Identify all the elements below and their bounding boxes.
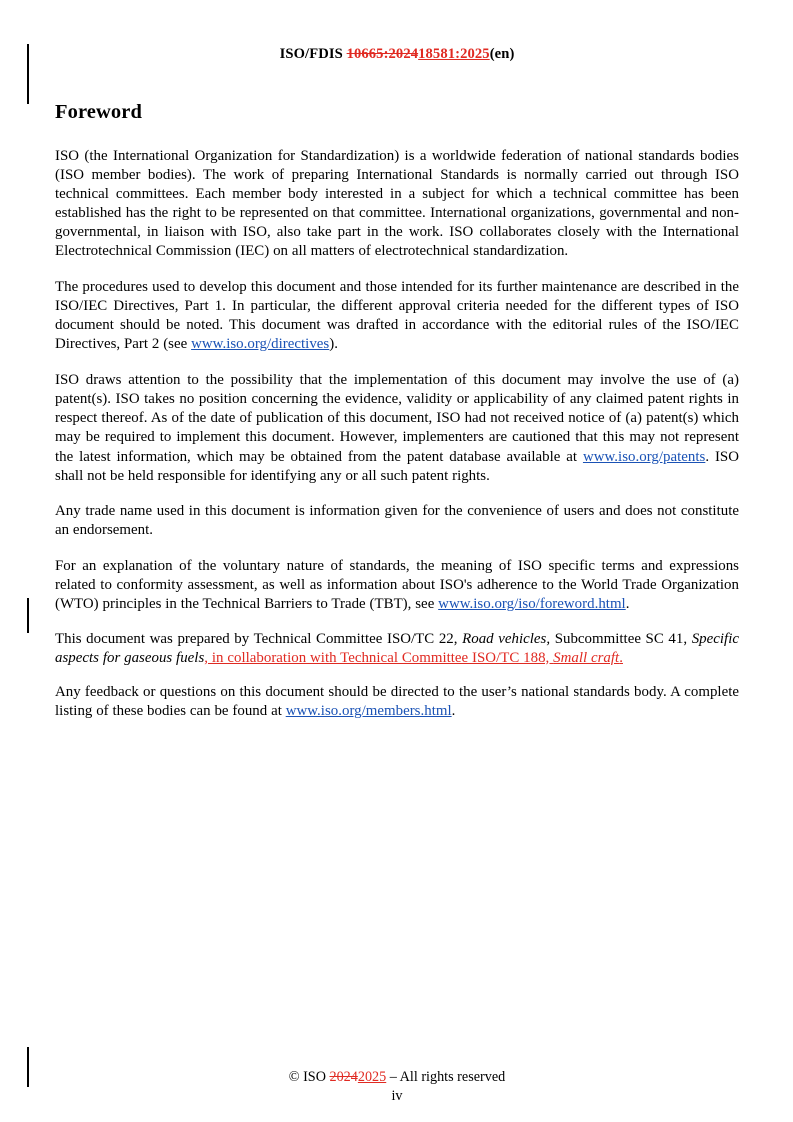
paragraph-voluntary-nature (55, 557, 739, 614)
inserted-trailing-period: . (619, 649, 623, 666)
footer-deleted-year: 2024 (329, 1069, 358, 1085)
header-suffix: (en) (489, 46, 515, 62)
paragraph-tail: . ISO shall not be held responsible for identifying any or all such patent rights. (55, 448, 740, 484)
change-bar-header (27, 44, 29, 104)
link-iso-members[interactable]: www.iso.org/members.html (285, 702, 452, 719)
running-header (55, 45, 739, 63)
paragraph-text: Any trade name used in this document is information given for the convenience of users and does not constitute an endorsement. (55, 503, 739, 539)
footer-copyright (55, 1068, 739, 1087)
paragraph-text: For an explanation of the voluntary nature of standards, the meaning of ISO specific terms and expressions related to conformity assessment, as well as information about ISO's adherence to the World Trade Organization (WTO) principles in the Technical Barriers to Trade (TBT), see (55, 558, 739, 613)
paragraph-text: ISO draws attention to the possibility that the implementation of this document may involve the use of (a) patent(s). ISO takes no position concerning the evidence, validity or applicability of any claimed patent rights in respect thereof. As of the date of publication of this document, ISO had not received notice of (a) patent(s) which may be required to implement this document. However, implementers are cautioned that this may not represent the latest information, which may be obtained from the patent database available at (55, 372, 739, 465)
inserted-committee-title-small-craft: Small craft (553, 649, 620, 666)
paragraph-iso-federation (55, 147, 739, 262)
inserted-collaboration-text: , in collaboration with Technical Committee ISO/TC 188, (204, 649, 554, 666)
header-prefix: ISO/FDIS (279, 46, 347, 62)
paragraph-tail: . (451, 702, 456, 719)
paragraph-feedback (55, 683, 739, 721)
paragraph-text: This document was prepared by Technical Committee ISO/TC 22, (55, 630, 463, 647)
copyright-prefix: © ISO (288, 1069, 330, 1085)
document-body (55, 100, 739, 721)
change-bar-footer (27, 1047, 29, 1087)
paragraph-tail: . (625, 596, 630, 613)
paragraph-trade-name (55, 502, 739, 540)
paragraph-mid: Subcommittee SC 41, (550, 630, 692, 647)
page-number: iv (391, 1088, 403, 1104)
change-bar-committee-paragraph (27, 598, 29, 633)
page-title: Foreword (55, 101, 142, 123)
subcommittee-title-gaseous-fuels: Specific aspects for gaseous fuels (55, 630, 739, 666)
header-inserted-designation: 18581:2025 (418, 46, 490, 62)
paragraph-tail: ). (329, 336, 338, 353)
link-iso-directives[interactable]: www.iso.org/directives (191, 336, 330, 353)
link-iso-foreword[interactable]: www.iso.org/iso/foreword.html (438, 596, 626, 613)
rights-reserved-text: – All rights reserved (386, 1069, 506, 1085)
paragraph-patents (55, 371, 739, 486)
paragraph-text: ISO (the International Organization for Standardization) is a worldwide federation of national standards bodies (ISO member bodies). The work of preparing International Standards is normally carried out through ISO technical committees. Each member body interested in a subject for which a technical committee has been established has the right to be represented on that committee. International organizations, governmental and non-governmental, in liaison with ISO, also take part in the work. ISO collaborates closely with the International Electrotechnical Commission (IEC) on all matters of electrotechnical standardization. (55, 147, 739, 260)
link-iso-patents[interactable]: www.iso.org/patents (582, 448, 706, 465)
paragraph-text: Any feedback or questions on this document should be directed to the user’s national standards body. A complete listing of these bodies can be found at (55, 683, 739, 719)
paragraph-text: The procedures used to develop this document and those intended for its further maintenance are described in the ISO/IEC Directives, Part 1. In particular, the different approval criteria needed for the different types of ISO document should be noted. This document was drafted in accordance with the editorial rules of the ISO/IEC Directives, Part 2 (see (55, 278, 739, 353)
paragraph-committee (55, 630, 739, 668)
footer-inserted-year: 2025 (357, 1069, 387, 1085)
committee-title-road-vehicles: Road vehicles, (462, 630, 551, 647)
paragraph-procedures (55, 278, 739, 355)
header-deleted-designation: 10665:2024 (346, 46, 419, 62)
